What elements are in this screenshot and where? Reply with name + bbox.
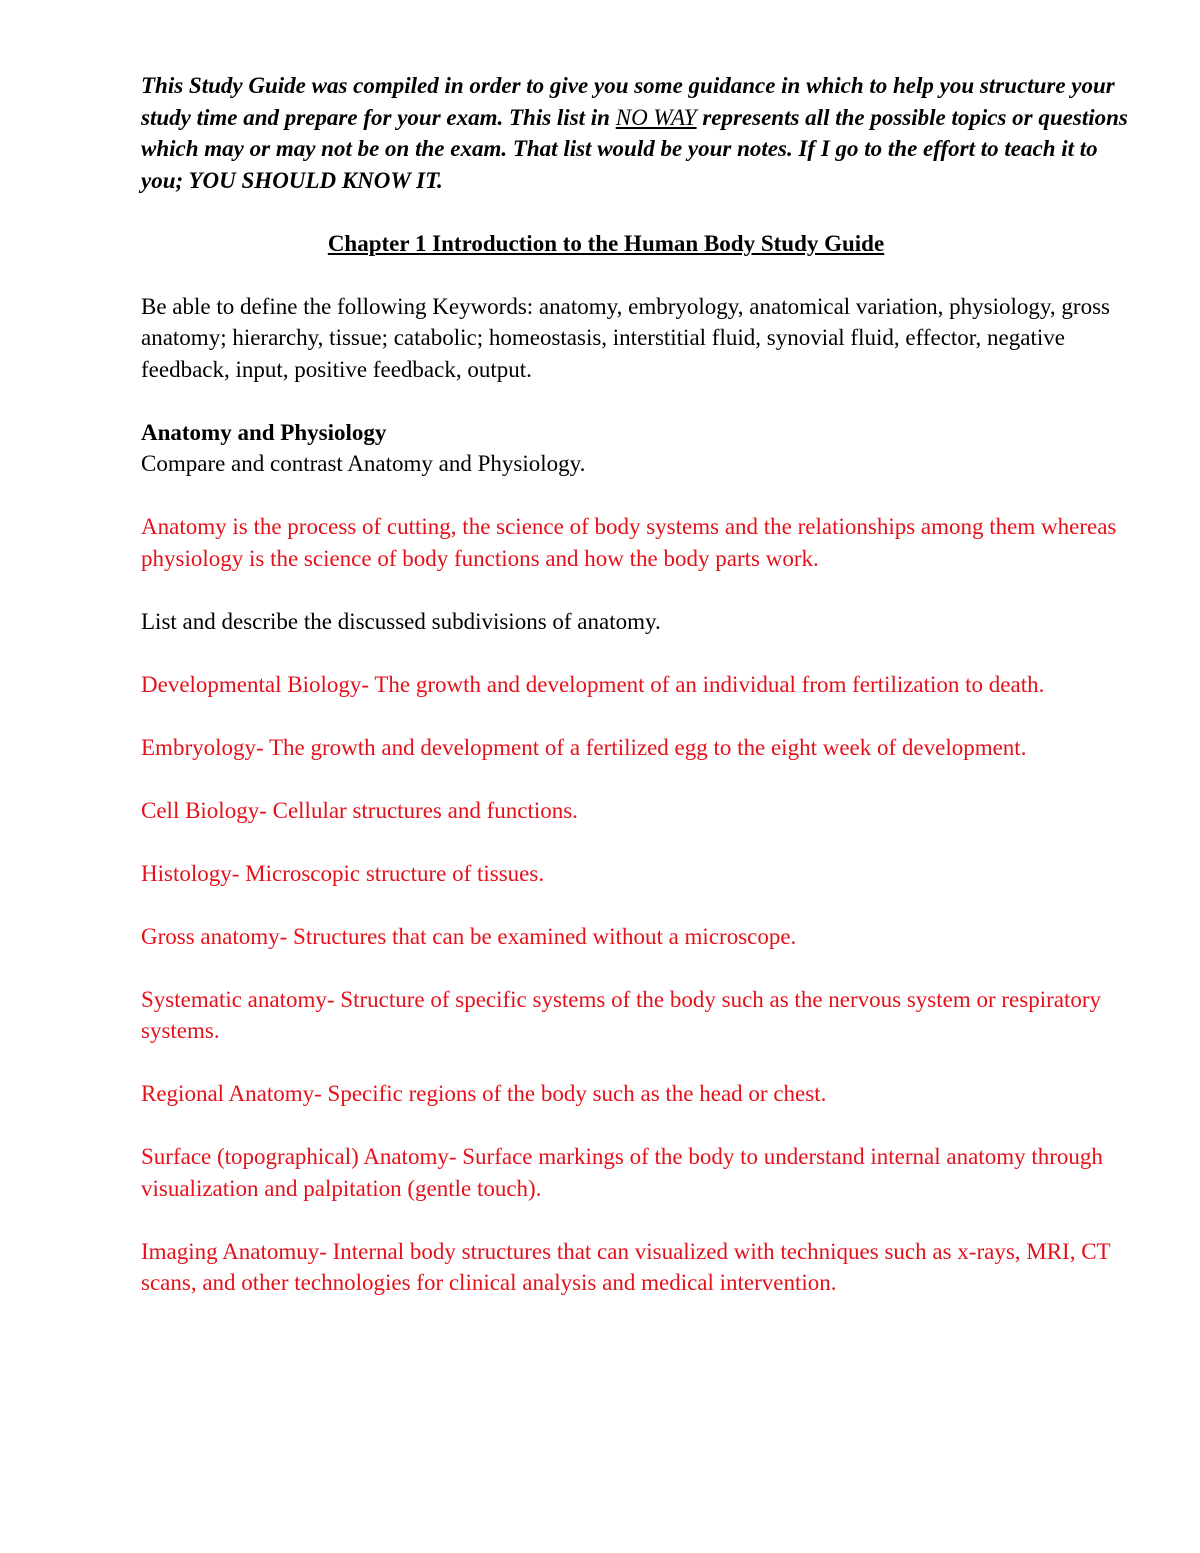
page-title: Chapter 1 Introduction to the Human Body Study Guide (327, 230, 885, 256)
question-compare: Compare and contrast Anatomy and Physiology. (141, 451, 586, 476)
answer-compare: Anatomy is the process of cutting, the science of body systems and the relationships among them whereas physiology is the science of body functions and how the body parts work. (141, 514, 1117, 571)
subdivision-embryology: Embryology- The growth and development of a fertilized egg to the eight week of development. (141, 734, 1027, 760)
subdivision-regional-anatomy: Regional Anatomy- Specific regions of the body such as the head or chest. (141, 1081, 827, 1106)
intro-text-1: This Study Guide was compiled in order to give you some guidance in which to help you structure your study time and prepare for your exam. This list in (141, 73, 1115, 130)
subdivision-developmental-biology: Developmental Biology- The growth and development of an individual from fertilization to death. (141, 671, 1045, 697)
intro-emphasis: NO WAY (615, 104, 697, 130)
intro-paragraph (141, 70, 1131, 196)
subdivision-histology: Histology- Microscopic structure of tissues. (141, 860, 545, 886)
section-heading: Anatomy and Physiology (141, 419, 387, 445)
keywords-paragraph: Be able to define the following Keywords: anatomy, embryology, anatomical variation, physiology, gross anatomy; hierarchy, tissue; catabolic; homeostasis, interstitial fluid, synovial fluid, effector, negative feedback, input, positive feedback, output. (141, 293, 1110, 382)
question-subdivisions: List and describe the discussed subdivisions of anatomy. (141, 608, 661, 634)
document-page (141, 70, 1131, 1330)
subdivision-cell-biology: Cell Biology- Cellular structures and functions. (141, 797, 578, 823)
subdivision-systematic-anatomy: Systematic anatomy- Structure of specific systems of the body such as the nervous system or respiratory systems. (141, 986, 1102, 1043)
intro-text-2: represents all the possible topics or questions which may or may not be on the exam. That list would be your notes. If I go to the effort to teach it to you; YOU SHOULD KNOW IT. (141, 104, 1128, 193)
subdivision-imaging-anatomy: Imaging Anatomuy- Internal body structures that can visualized with techniques such as x-rays, MRI, CT scans, and other technologies for clinical analysis and medical intervention. (141, 1238, 1111, 1295)
subdivision-surface-anatomy: Surface (topographical) Anatomy- Surface markings of the body to understand internal anatomy through visualization and palpitation (gentle touch). (141, 1144, 1103, 1201)
subdivision-gross-anatomy: Gross anatomy- Structures that can be examined without a microscope. (141, 923, 797, 949)
